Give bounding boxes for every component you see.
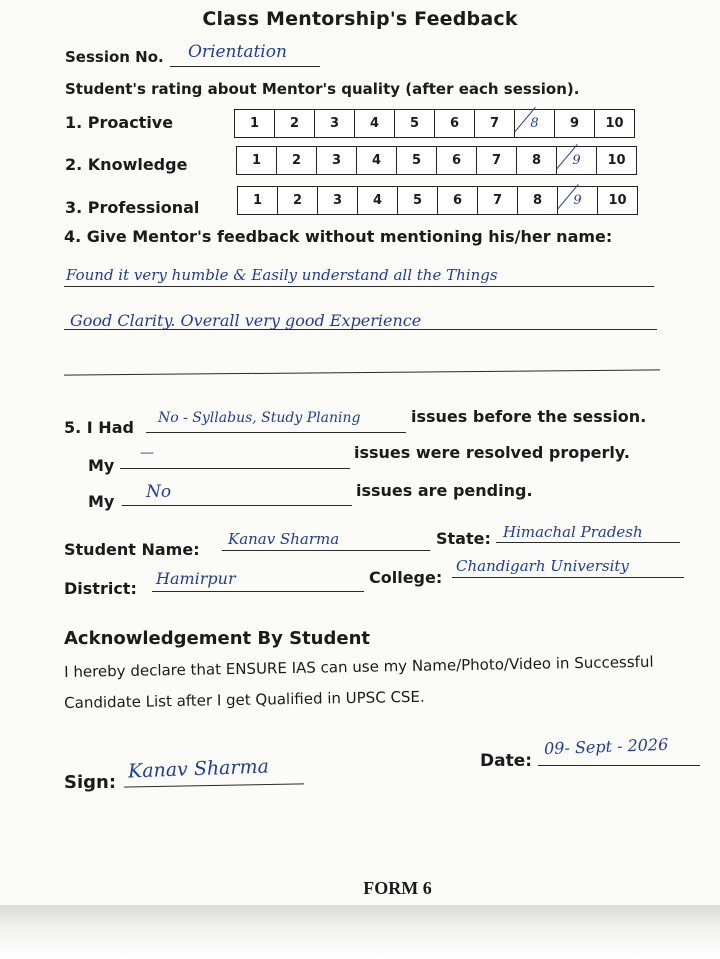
rating-scale-proactive[interactable] — [234, 109, 635, 138]
date-value: 09- Sept - 2026 — [543, 734, 669, 759]
rating-number: 8 — [530, 116, 539, 131]
issues-had-value: No - Syllabus, Study Planing — [158, 410, 361, 426]
session-value: Orientation — [188, 42, 287, 62]
sign-label: Sign: — [64, 772, 117, 793]
state-label: State: — [436, 529, 491, 548]
rating-cell-3[interactable]: 3 — [315, 110, 355, 137]
rating-cell-4[interactable]: 4 — [358, 187, 398, 214]
session-label: Session No. — [65, 48, 164, 66]
feedback-question: 4. Give Mentor's feedback without mentioning his/her name: — [64, 227, 613, 246]
state-value: Himachal Pradesh — [503, 523, 643, 541]
session-underline — [170, 66, 320, 67]
rating-cell-7[interactable]: 7 — [475, 110, 515, 137]
student-name-label: Student Name: — [64, 540, 200, 559]
rating-cell-7[interactable]: 7 — [477, 147, 517, 174]
rating-cell-6[interactable]: 6 — [435, 110, 475, 137]
rating-cell-2[interactable]: 2 — [278, 187, 318, 214]
rating-cell-5[interactable]: 5 — [395, 110, 435, 137]
issues-resolved-underline — [120, 468, 350, 469]
rating-cell-2[interactable]: 2 — [275, 110, 315, 137]
feedback-line-1: Found it very humble & Easily understand all the Things — [66, 266, 498, 284]
district-underline — [152, 591, 364, 592]
form-number: FORM 6 — [363, 878, 432, 898]
rating-cell-2[interactable]: 2 — [277, 147, 317, 174]
date-underline — [538, 765, 700, 766]
rating-cell-3[interactable]: 3 — [318, 187, 358, 214]
rating-cell-5[interactable]: 5 — [398, 187, 438, 214]
rating-cell-1[interactable]: 1 — [235, 110, 275, 137]
issues-resolved-value: — — [140, 445, 154, 461]
rating-intro: Student's rating about Mentor's quality (after each session). — [65, 80, 580, 98]
issues-pending-prefix: My — [88, 492, 115, 511]
rating-cell-1[interactable]: 1 — [237, 147, 277, 174]
acknowledgement-heading: Acknowledgement By Student — [64, 628, 370, 649]
rating-cell-1[interactable]: 1 — [238, 187, 278, 214]
student-name-underline — [222, 550, 430, 551]
rating-cell-10[interactable]: 10 — [605, 116, 624, 131]
issues-pending-value: No — [146, 482, 172, 502]
rating-cell-8[interactable]: 8 — [518, 187, 558, 214]
date-label: Date: — [480, 751, 533, 771]
rating-cell-10[interactable]: 10 — [607, 153, 626, 168]
rating-cell-10[interactable]: 10 — [608, 193, 627, 208]
rating-cell-5[interactable]: 5 — [397, 147, 437, 174]
feedback-underline-1 — [64, 286, 654, 287]
rating-number: 9 — [573, 193, 582, 208]
rating-cell-4[interactable]: 4 — [355, 110, 395, 137]
rating-number: 9 — [572, 153, 581, 168]
rating-scale-professional[interactable] — [237, 186, 638, 215]
issues-resolved-suffix: issues were resolved properly. — [354, 443, 630, 462]
rating-cell-9[interactable]: 9 — [555, 110, 595, 137]
form-title: Class Mentorship's Feedback — [202, 8, 518, 30]
college-label: College: — [369, 568, 443, 587]
rating-cell-8[interactable] — [515, 110, 555, 137]
rating-label-proactive: 1. Proactive — [65, 113, 174, 132]
acknowledgement-line-1: I hereby declare that ENSURE IAS can use my Name/Photo/Video in Successful — [64, 652, 654, 681]
rating-scale-knowledge[interactable] — [236, 146, 637, 175]
rating-cell-9[interactable] — [557, 147, 597, 174]
rating-cell-8[interactable]: 8 — [517, 147, 557, 174]
feedback-line-2: Good Clarity. Overall very good Experience — [70, 311, 422, 330]
issues-had-prefix: 5. I Had — [64, 418, 134, 437]
rating-cell-6[interactable]: 6 — [438, 187, 478, 214]
issues-had-underline — [146, 432, 406, 433]
issues-had-suffix: issues before the session. — [411, 407, 647, 426]
college-underline — [452, 577, 684, 578]
issues-pending-underline — [122, 505, 352, 506]
district-value: Hamirpur — [156, 569, 236, 588]
district-label: District: — [64, 579, 137, 598]
rating-cell-4[interactable]: 4 — [357, 147, 397, 174]
rating-cell-6[interactable]: 6 — [437, 147, 477, 174]
signature: Kanav Sharma — [127, 755, 270, 783]
issues-pending-suffix: issues are pending. — [356, 481, 533, 500]
state-underline — [496, 542, 680, 543]
issues-resolved-prefix: My — [88, 456, 115, 475]
college-value: Chandigarh University — [456, 557, 629, 575]
rating-label-professional: 3. Professional — [65, 198, 200, 217]
rating-cell-9[interactable] — [558, 187, 598, 214]
paper-edge-shadow — [0, 905, 720, 959]
acknowledgement-line-2: Candidate List after I get Qualified in UPSC CSE. — [64, 687, 425, 712]
student-name-value: Kanav Sharma — [228, 530, 340, 548]
rating-cell-3[interactable]: 3 — [317, 147, 357, 174]
feedback-underline-2 — [64, 329, 657, 330]
rating-label-knowledge: 2. Knowledge — [65, 155, 188, 174]
rating-cell-7[interactable]: 7 — [478, 187, 518, 214]
